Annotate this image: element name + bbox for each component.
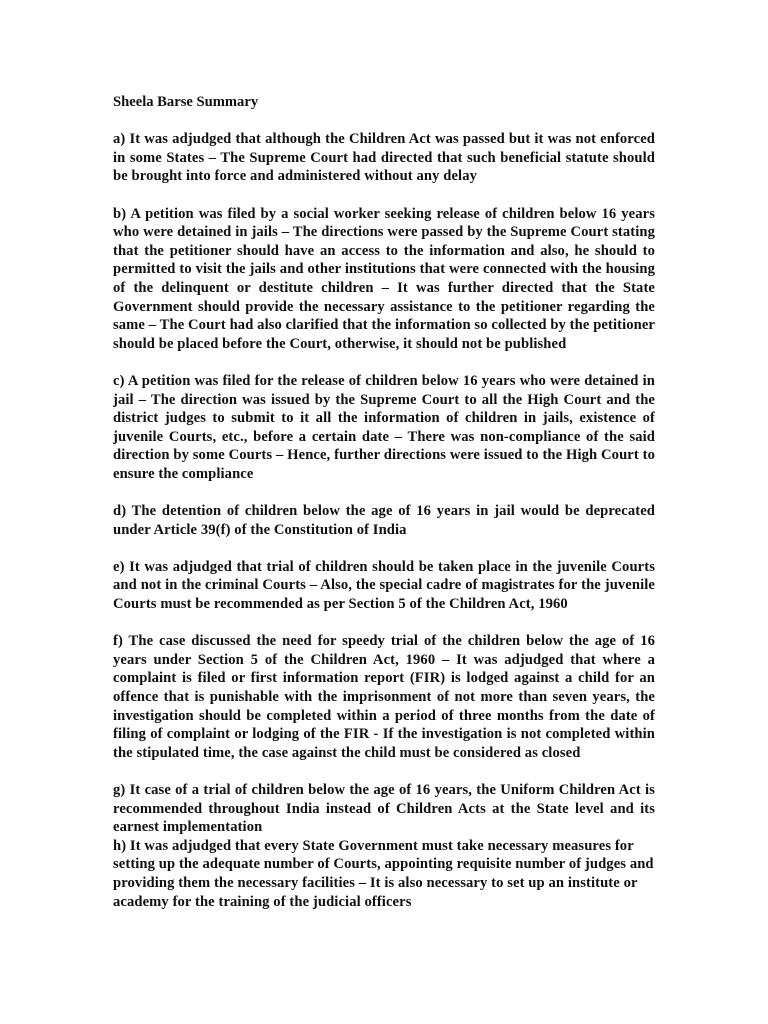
paragraph-e: e) It was adjudged that trial of children should be taken place in the juvenile Courts and not in the criminal Courts – Also, the special cadre of magistrates for the juvenile Courts must be recommended as per Section 5 of the Children Act, 1960 [113, 558, 655, 613]
paragraph-g: g) It case of a trial of children below the age of 16 years, the Uniform Children Act is recommended throughout India instead of Children Acts at the State level and its earnest implementation [113, 781, 655, 836]
paragraph-f: f) The case discussed the need for speedy trial of the children below the age of 16 years under Section 5 of the Children Act, 1960 – It was adjudged that where a complaint is filed or first information report (FIR) is lodged against a child for an offence that is punishable with the imprisonment of not more than seven years, the investigation should be completed within a period of three months from the date of filing of complaint or lodging of the FIR - If the investigation is not completed within the stipulated time, the case against the child must be considered as closed [113, 633, 655, 761]
paragraph-a: a) It was adjudged that although the Children Act was passed but it was not enforced in some States – The Supreme Court had directed that such beneficial statute should be brought into force and administered without any delay [113, 131, 655, 185]
paragraph-h: h) It was adjudged that every State Government must take necessary measures for setting up the adequate number of Courts, appointing requisite number of judges and providing them the necessary facilities – It is also necessary to set up an institute or academy for the training of the judicial officers [113, 837, 654, 910]
paragraph-b: b) A petition was filed by a social worker seeking release of children below 16 years who were detained in jails – The directions were passed by the Supreme Court stating that the petitioner should have an access to the information and also, he should to permitted to visit the jails and other institutions that were connected with the housing of the delinquent or destitute children – It was further directed that the State Government should provide the necessary assistance to the petitioner regarding the same – The Court had also clarified that the information so collected by the petitioner should be placed before the Court, otherwise, it should not be published [113, 205, 655, 352]
paragraph-d: d) The detention of children below the age of 16 years in jail would be deprecated under Article 39(f) of the Constitution of India [113, 503, 655, 538]
paragraph-c: c) A petition was filed for the release of children below 16 years who were detained in jail – The direction was issued by the Supreme Court to all the High Court and the district judges to submit to it all the information of children in jails, existence of juvenile Courts, etc., before a certain date – There was non-compliance of the said direction by some Courts – Hence, further directions were issued to the High Court to ensure the compliance [113, 372, 655, 482]
document-title: Sheela Barse Summary [113, 94, 259, 110]
